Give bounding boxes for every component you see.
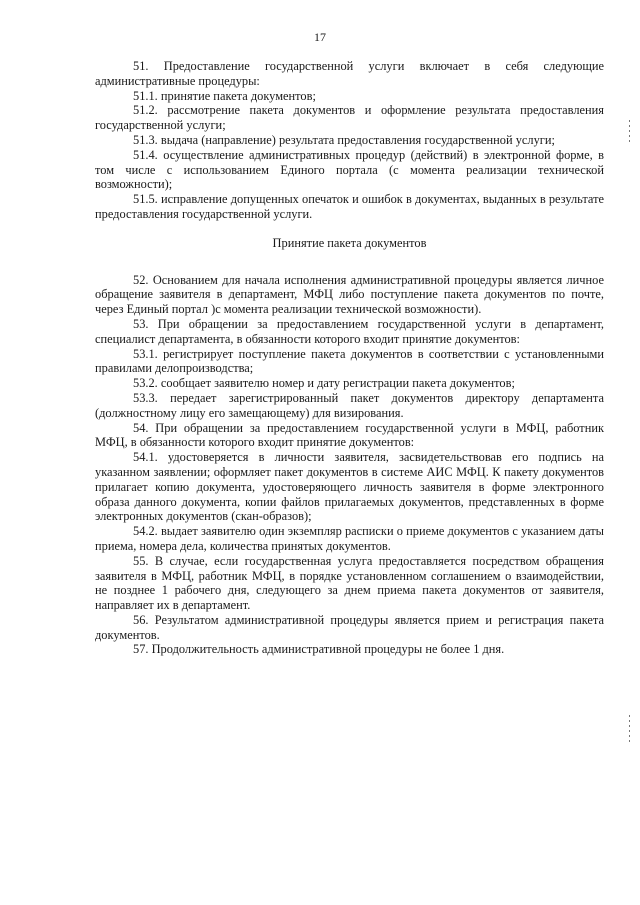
paragraph-55: 55. В случае, если государственная услуга предоставляется посредством обращения заявителя в МФЦ, работник МФЦ, в порядке установленном соглашением о взаимодействии, не позднее 1 рабочего дня, следующего за днем приема пакета документов от заявителя, направляет их в департамент. (95, 553, 604, 613)
paragraph-51-5: 51.5. исправление допущенных опечаток и ошибок в документах, выданных в результате предоставления государственной услуги. (95, 192, 604, 221)
paragraph-53-2: 53.2. сообщает заявителю номер и дату регистрации пакета документов; (133, 376, 515, 391)
paragraph-54: 54. При обращении за предоставлением государственной услуги в МФЦ, работник МФЦ, в обязанности которого входит принятие документов: (95, 420, 604, 450)
paragraph-53-3: 53.3. передает зарегистрированный пакет документов директору департамента (должностному лицу его замещающему) для визирования. (95, 390, 604, 420)
paragraph-54-1: 54.1. удостоверяется в личности заявителя, засвидетельствовав его подпись на указанном заявлении; оформляет пакет документов в системе АИС МФЦ. К пакету документов прилагает копию документа, удостоверяющего личность заявителя в форме электронного образа данного документа, копии файлов прилагаемых документов, представленных в форме электронных документов (скан-образов); (95, 450, 604, 524)
paragraph-56: 56. Результатом административной процедуры является прием и регистрация пакета документов. (95, 612, 604, 642)
paragraph-51-4: 51.4. осуществление административных процедур (действий) в электронной форме, в том числе с использованием Единого портала (с момента реализации технической возможности); (95, 147, 604, 192)
section-heading: Принятие пакета документов (272, 235, 427, 250)
scan-edge-marks (629, 715, 630, 745)
paragraph-51-3: 51.3. выдача (направление) результата предоставления государственной услуги; (133, 132, 555, 147)
paragraph-53: 53. При обращении за предоставлением государственной услуги в департамент, специалист департамента, в обязанности которого входит принятие документов: (95, 316, 604, 346)
paragraph-52: 52. Основанием для начала исполнения административной процедуры является личное обращение заявителя в департамент, МФЦ либо поступление пакета документов по почте, через Единый портал )с момента реализации технической возможности). (95, 272, 604, 317)
paragraph-51-1: 51.1. принятие пакета документов; (133, 88, 316, 103)
paragraph-51: 51. Предоставление государственной услуги включает в себя следующие административные процедуры: (95, 59, 604, 88)
paragraph-57: 57. Продолжительность административной процедуры не более 1 дня. (133, 642, 505, 657)
paragraph-53-1: 53.1. регистрирует поступление пакета документов в соответствии с установленными правилами делопроизводства; (95, 346, 604, 376)
document-body (95, 59, 604, 657)
paragraph-54-2: 54.2. выдает заявителю один экземпляр расписки о приеме документов с указанием даты приема, номера дела, количества принятых документов. (95, 524, 604, 553)
scan-edge-marks (629, 120, 630, 145)
paragraph-51-2: 51.2. рассмотрение пакета документов и оформление результата предоставления государственной услуги; (95, 103, 604, 133)
page-number: 17 (314, 30, 326, 44)
